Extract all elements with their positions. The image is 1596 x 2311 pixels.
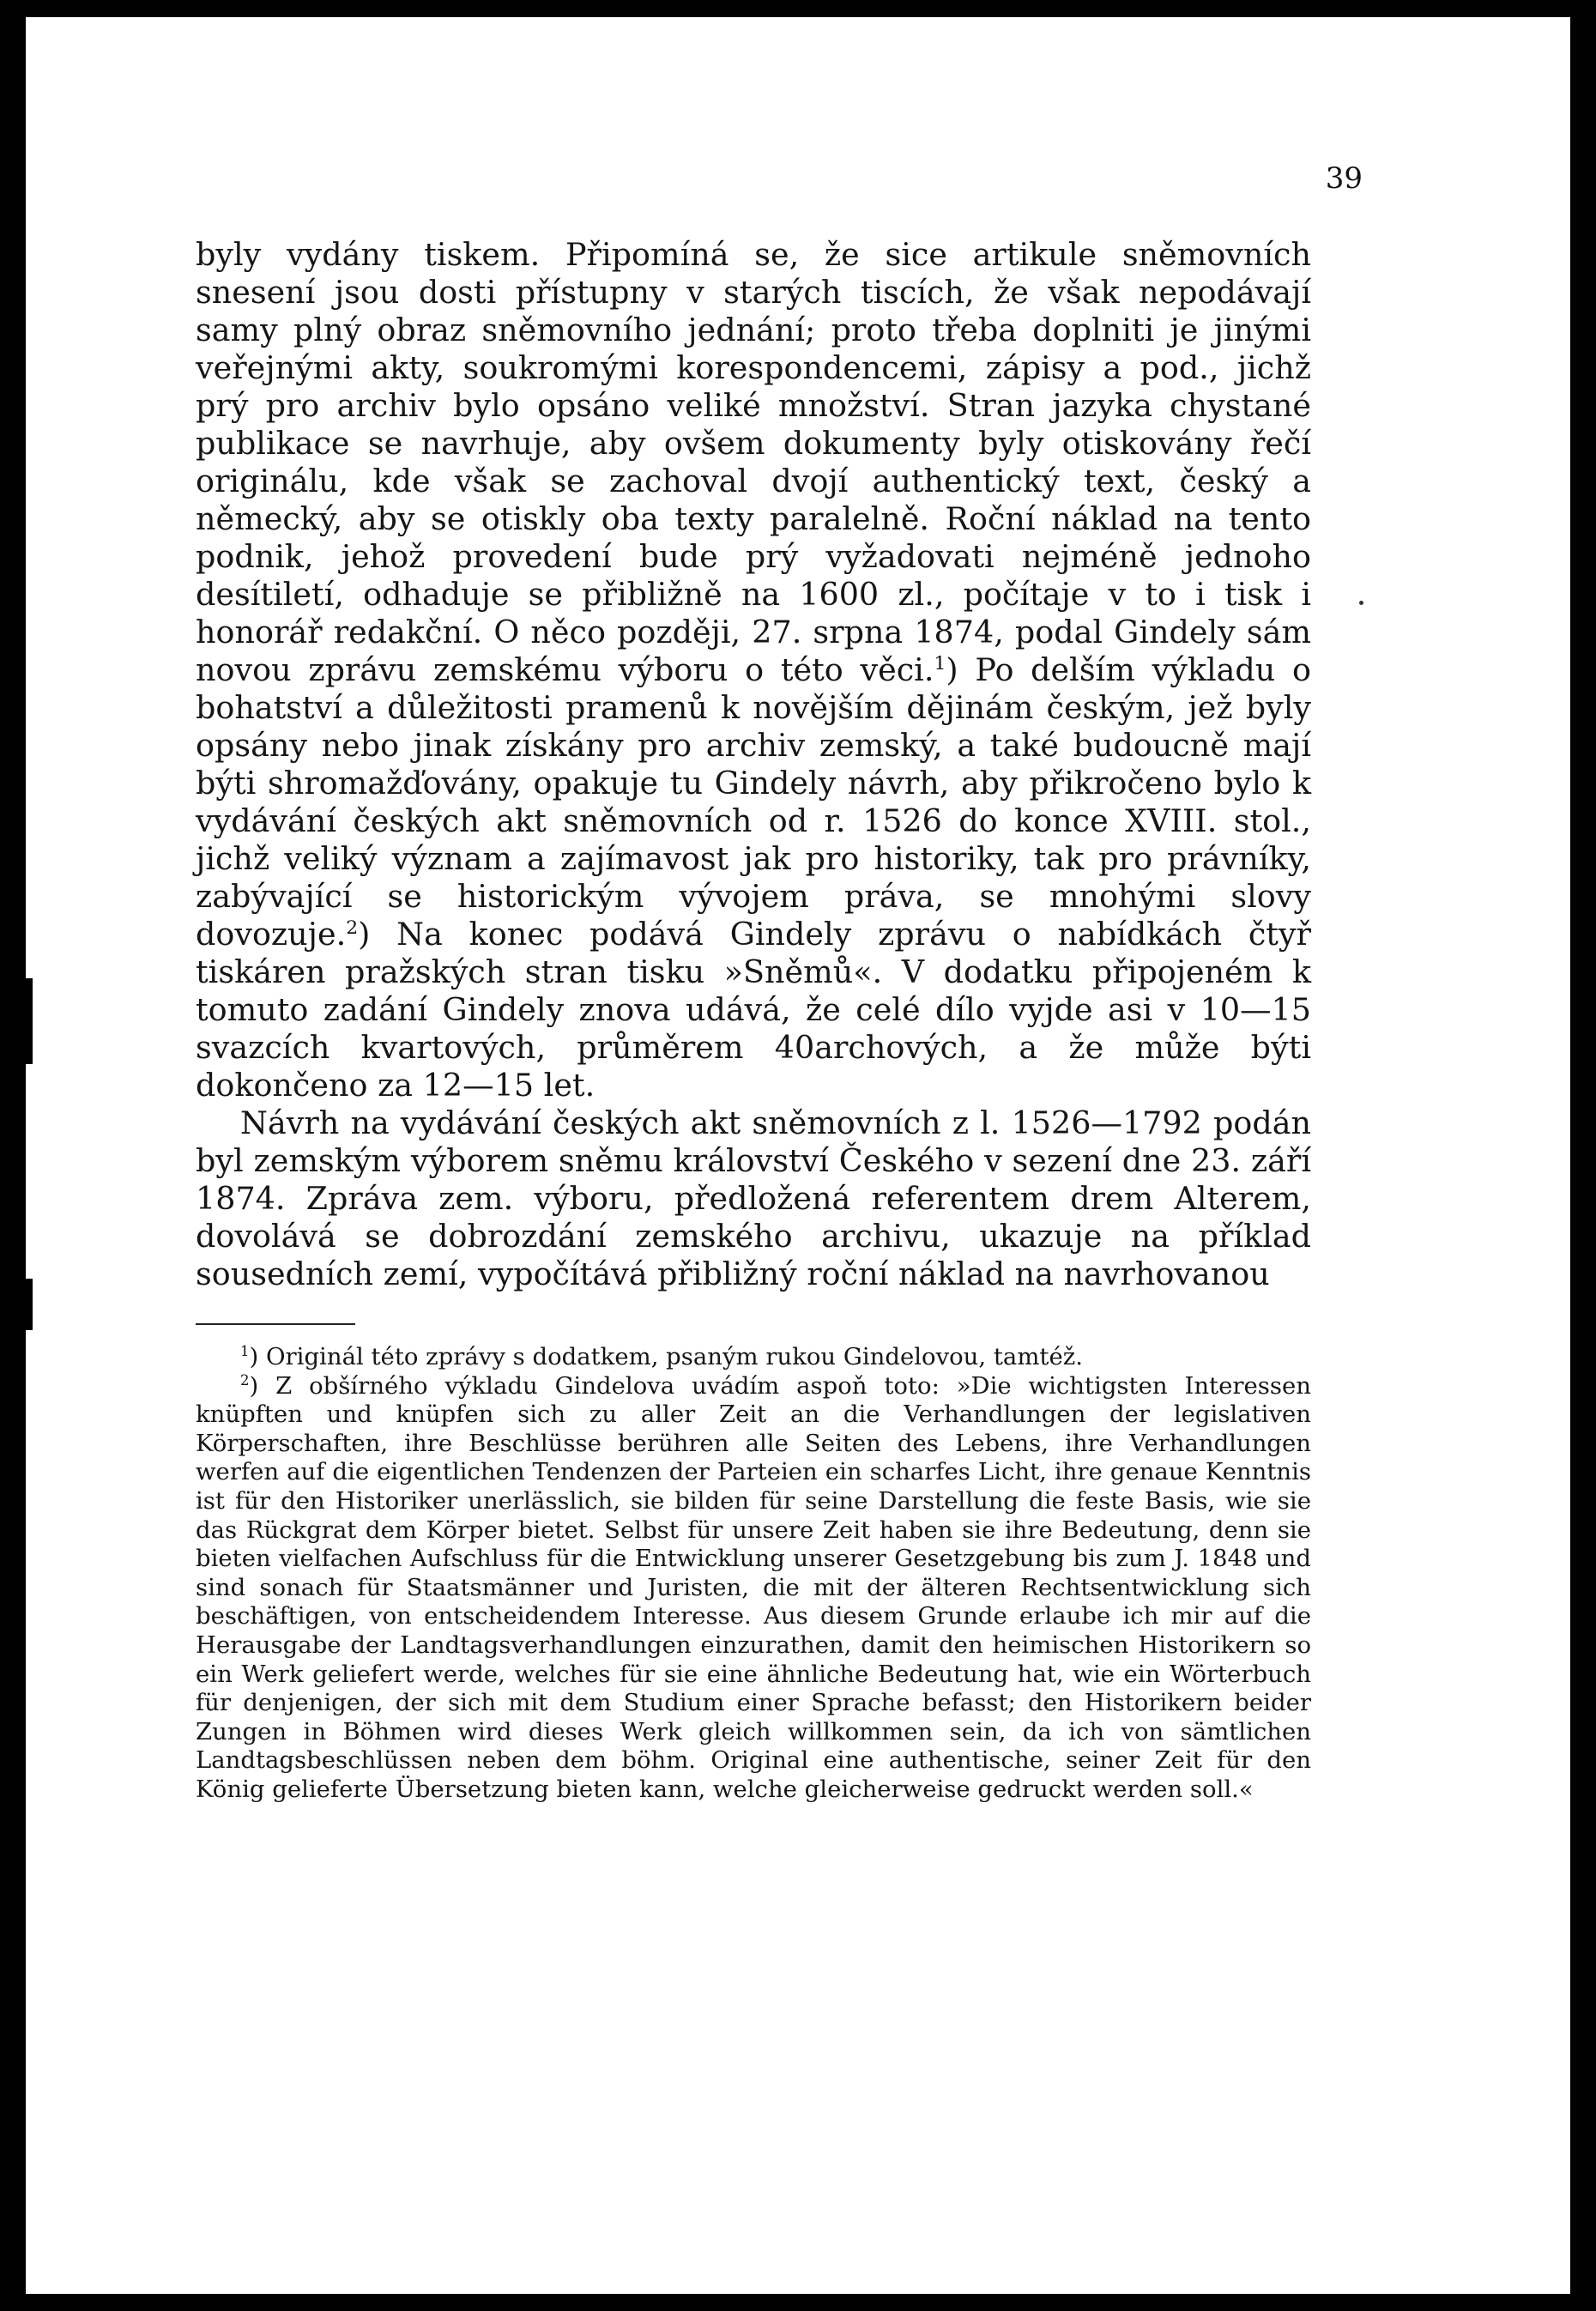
footnote-1-text: ) Originál této zprávy s dodatkem, psaným rukou Gindelovou, tamtéž. (249, 1343, 1083, 1370)
binding-mark-upper (21, 978, 33, 1064)
footnote-ref-2: 2 (346, 917, 359, 939)
footnote-2-marker: 2 (240, 1371, 250, 1388)
binding-mark-lower (21, 1279, 33, 1330)
paragraph-2: Návrh na vydávání českých akt sněmovních z l. 1526—1792 podán byl zemským výborem sněmu království Českého v sezení dne 23. září 1874. Zpráva zem. výboru, předložená referentem drem Alterem, dovolává se dobrozdání zemského archivu, ukazuje na příklad sousedních zemí, vypočítává přibližný roční náklad na navrhovanou (196, 1104, 1311, 1292)
paragraph-1-text-b: ) Po delším výkladu o bohatství a důležitosti pramenů k novějším dějinám českým, jež byly opsány nebo jinak získány pro archiv zemský, a také budoucně mají býti shromažďovány, opakuje tu Gindely návrh, aby přikročeno bylo k vydávání českých akt sněmovních od r. 1526 do konce XVIII. stol., jichž veliký význam a zajímavost jak pro historiky, tak pro právníky, zabývající se historickým vývojem práva, se mnohými slovy dovozuje. (196, 651, 1311, 953)
footnote-1-marker: 1 (240, 1342, 250, 1359)
footnote-1 (196, 1343, 1311, 1372)
scanned-page (21, 17, 1575, 2294)
footnotes (196, 1343, 1311, 1805)
page-number: 39 (1325, 161, 1363, 196)
left-scan-border (21, 17, 26, 2294)
right-scan-border (1570, 17, 1575, 2294)
footnote-2-text: ) Z obšírného výkladu Gindelova uvádím aspoň toto: »Die wichtigsten Interessen knüpften und knüpfen sich zu aller Zeit an die Verhandlungen der legislativen Körperschaften, ihre Beschlüsse berühren alle Seiten des Lebens, ihre Verhandlungen werfen auf die eigentlichen Tendenzen der Parteien ein scharfes Licht, ihre genaue Kenntnis ist für den Historiker unerlässlich, sie bilden für seine Darstellung die feste Basis, wie sie das Rückgrat dem Körper bietet. Selbst für unsere Zeit haben sie ihre Bedeutung, denn sie bieten vielfachen Aufschluss für die Entwicklung unserer Gesetzgebung bis zum J. 1848 und sind sonach für Staatsmänner und Juristen, die mit der älteren Rechtsentwicklung sich beschäftigen, von entscheidendem Interesse. Aus diesem Grunde erlaube ich mir auf die Herausgabe der Landtagsverhandlungen einzurathen, damit den heimischen Historikern so ein Werk geliefert werde, welches für sie eine ähnliche Bedeutung hat, wie ein Wörterbuch für denjenigen, der sich mit dem Studium einer Sprache befasst; den Historikern beider Zungen in Böhmen wird dieses Werk gleich willkommen sein, da ich von sämtlichen Landtagsbeschlüssen neben dem böhm. Original eine authentische, seiner Zeit für den König gelieferte Übersetzung bieten kann, welche gleicherweise gedruckt werden soll.« (196, 1371, 1311, 1803)
main-text (196, 236, 1311, 1293)
paragraph-1-text-a: byly vydány tiskem. Připomíná se, že sice artikule sněmovních snesení jsou dosti přístupny v starých tiscích, že však nepodávají samy plný obraz sněmovního jednání; proto třeba doplniti je jinými veřejnými akty, soukromými korespondencemi, zápisy a pod., jichž prý pro archiv bylo opsáno veliké množství. Stran jazyka chystané publikace se navrhuje, aby ovšem dokumenty byly otiskovány řečí originálu, kde však se zachoval dvojí authentický text, český a německý, aby se otiskly oba texty paralelně. Roční náklad na tento podnik, jehož provedení bude prý vyžadovati nejméně jednoho desítiletí, odhaduje se přibližně na 1600 zl., počítaje v to i tisk i honorář redakční. O něco později, 27. srpna 1874, podal Gindely sám novou zprávu zemskému výboru o této věci. (196, 236, 1311, 688)
footnote-separator (196, 1323, 355, 1325)
print-speck (1359, 601, 1363, 605)
footnote-ref-1: 1 (934, 652, 946, 675)
paragraph-1 (196, 236, 1311, 1104)
paragraph-1-text-c: ) Na konec podává Gindely zprávu o nabídkách čtyř tiskáren pražských stran tisku »Sněmů«. V dodatku připojeném k tomuto zadání Gindely znova udává, že celé dílo vyjde asi v 10—15 svazcích kvartových, průměrem 40archových, a že může býti dokončeno za 12—15 let. (196, 916, 1311, 1104)
footnote-2 (196, 1372, 1311, 1805)
